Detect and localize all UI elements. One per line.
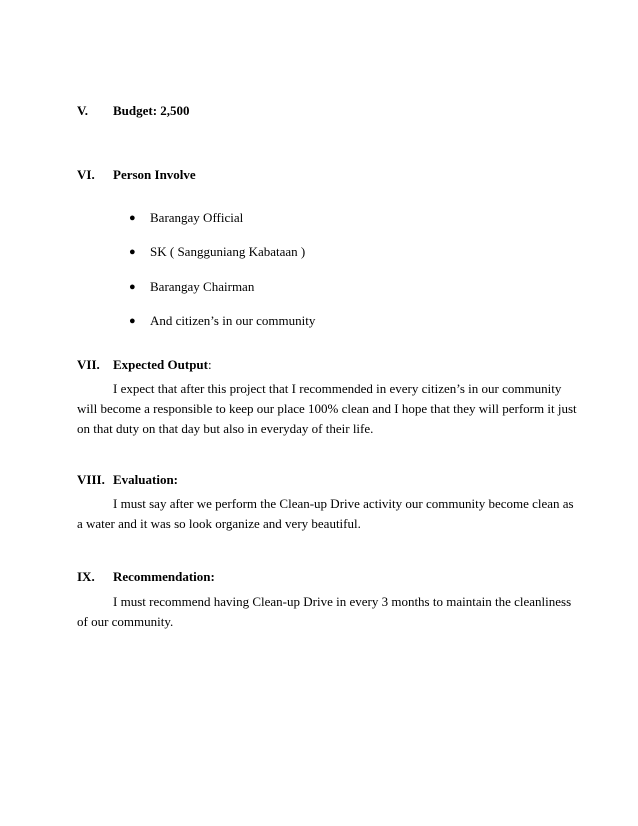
section-title: Evaluation: — [113, 472, 179, 487]
section-output-heading — [77, 357, 212, 373]
section-recommendation-body — [77, 592, 572, 632]
section-evaluation-body — [77, 494, 574, 534]
section-number: V. — [77, 103, 88, 118]
bullet-icon: ● — [129, 212, 136, 224]
section-number: IX. — [77, 569, 95, 584]
paragraph-line: I must recommend having Clean-up Drive in every 3 months to maintain the cleanliness — [113, 594, 572, 609]
section-output-body — [77, 379, 577, 439]
bullet-icon: ● — [129, 281, 136, 293]
list-item — [129, 210, 243, 226]
bullet-icon: ● — [129, 315, 136, 327]
bullet-icon: ● — [129, 246, 136, 258]
list-item-text: Barangay Chairman — [150, 279, 255, 294]
section-number: VI. — [77, 167, 95, 182]
list-item-text: SK ( Sangguniang Kabataan ) — [150, 244, 306, 259]
list-item-text: Barangay Official — [150, 210, 244, 225]
paragraph-line: I must say after we perform the Clean-up Drive activity our community become clean as — [113, 496, 574, 511]
section-title: Recommendation: — [113, 569, 215, 584]
list-item — [129, 313, 315, 329]
list-item — [129, 279, 254, 295]
section-number: VII. — [77, 357, 100, 372]
list-item — [129, 244, 305, 260]
section-title: Expected Output — [113, 357, 208, 372]
section-number: VIII. — [77, 472, 105, 487]
section-evaluation-heading — [77, 472, 178, 488]
paragraph-line: of our community. — [77, 614, 174, 629]
section-budget-heading — [77, 103, 190, 119]
section-title: Person Involve — [113, 167, 196, 182]
section-recommendation-heading — [77, 569, 215, 585]
section-title: Budget: 2,500 — [113, 103, 190, 118]
section-title-colon: : — [207, 357, 212, 372]
paragraph-line: will become a responsible to keep our place 100% clean and I hope that they will perform it just — [77, 401, 577, 416]
list-item-text: And citizen’s in our community — [150, 313, 316, 328]
paragraph-line: on that duty on that day but also in everyday of their life. — [77, 421, 374, 436]
section-persons-heading — [77, 167, 196, 183]
paragraph-line: I expect that after this project that I recommended in every citizen’s in our community — [113, 381, 562, 396]
paragraph-line: a water and it was so look organize and very beautiful. — [77, 516, 361, 531]
